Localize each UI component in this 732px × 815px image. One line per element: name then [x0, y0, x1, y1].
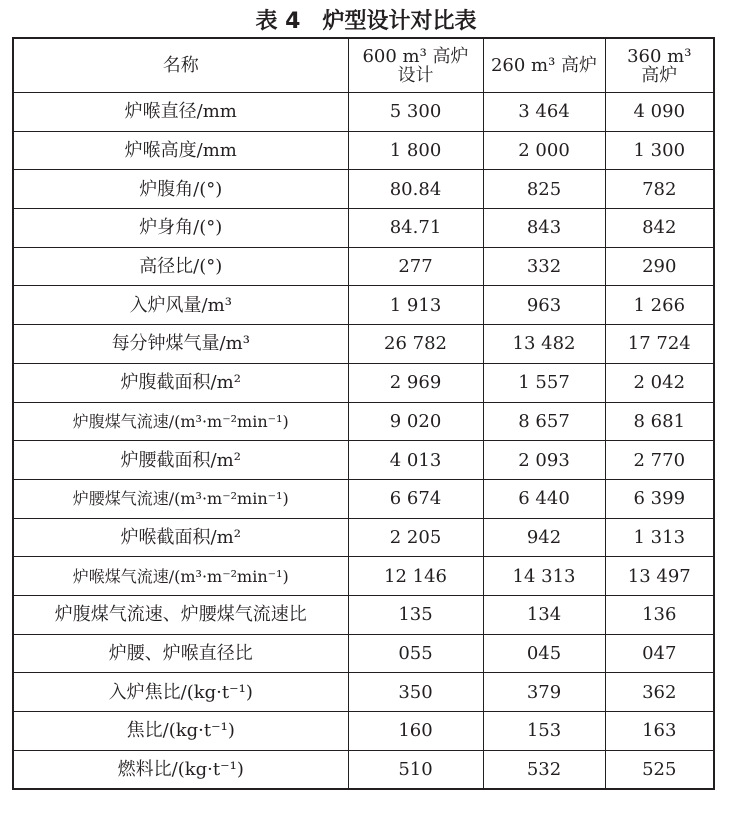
- row-label: 炉身角/(°): [13, 209, 348, 248]
- row-value: 1 266: [605, 286, 714, 325]
- header-260: 260 m³ 高炉: [483, 38, 605, 93]
- row-value: 8 657: [483, 402, 605, 441]
- row-value: 047: [605, 634, 714, 673]
- row-value: 825: [483, 170, 605, 209]
- row-label: 入炉风量/m³: [13, 286, 348, 325]
- table-caption: [0, 4, 732, 35]
- row-value: 160: [348, 712, 483, 751]
- row-value: 1 557: [483, 363, 605, 402]
- row-label: 高径比/(°): [13, 247, 348, 286]
- table-row: [13, 479, 714, 518]
- table-row: [13, 209, 714, 248]
- row-value: 1 800: [348, 131, 483, 170]
- row-label: 焦比/(kg·t⁻¹): [13, 712, 348, 751]
- row-label: 炉喉直径/mm: [13, 93, 348, 132]
- table-row: [13, 750, 714, 789]
- row-value: 362: [605, 673, 714, 712]
- row-value: 163: [605, 712, 714, 751]
- table-row: [13, 325, 714, 364]
- row-value: 843: [483, 209, 605, 248]
- row-value: 332: [483, 247, 605, 286]
- table-row: [13, 595, 714, 634]
- table-row: [13, 286, 714, 325]
- row-label: 炉腹煤气流速/(m³·m⁻²min⁻¹): [13, 402, 348, 441]
- row-value: 3 464: [483, 93, 605, 132]
- row-value: 13 497: [605, 557, 714, 596]
- table-row: [13, 712, 714, 751]
- row-value: 153: [483, 712, 605, 751]
- row-label: 炉腰煤气流速/(m³·m⁻²min⁻¹): [13, 479, 348, 518]
- row-value: 2 000: [483, 131, 605, 170]
- row-label: 每分钟煤气量/m³: [13, 325, 348, 364]
- row-value: 2 969: [348, 363, 483, 402]
- row-value: 2 770: [605, 441, 714, 480]
- row-value: 842: [605, 209, 714, 248]
- row-value: 26 782: [348, 325, 483, 364]
- row-value: 4 013: [348, 441, 483, 480]
- row-value: 84.71: [348, 209, 483, 248]
- row-value: 277: [348, 247, 483, 286]
- header-row: [13, 38, 714, 93]
- row-value: 4 090: [605, 93, 714, 132]
- row-label: 入炉焦比/(kg·t⁻¹): [13, 673, 348, 712]
- row-value: 2 093: [483, 441, 605, 480]
- row-value: 379: [483, 673, 605, 712]
- table-row: [13, 441, 714, 480]
- row-value: 8 681: [605, 402, 714, 441]
- row-value: 5 300: [348, 93, 483, 132]
- row-value: 6 674: [348, 479, 483, 518]
- table-row: [13, 557, 714, 596]
- row-value: 1 313: [605, 518, 714, 557]
- row-value: 1 913: [348, 286, 483, 325]
- row-value: 350: [348, 673, 483, 712]
- row-value: 17 724: [605, 325, 714, 364]
- row-value: 134: [483, 595, 605, 634]
- row-value: 9 020: [348, 402, 483, 441]
- row-value: 055: [348, 634, 483, 673]
- row-label: 炉腹煤气流速、炉腰煤气流速比: [13, 595, 348, 634]
- table-row: [13, 93, 714, 132]
- row-value: 290: [605, 247, 714, 286]
- table-number: 表 4: [255, 9, 301, 34]
- row-value: 782: [605, 170, 714, 209]
- table-row: [13, 131, 714, 170]
- row-value: 135: [348, 595, 483, 634]
- row-value: 045: [483, 634, 605, 673]
- row-value: 6 399: [605, 479, 714, 518]
- row-value: 942: [483, 518, 605, 557]
- row-value: 13 482: [483, 325, 605, 364]
- header-name: 名称: [13, 38, 348, 93]
- row-value: 6 440: [483, 479, 605, 518]
- row-label: 炉喉截面积/m²: [13, 518, 348, 557]
- row-value: 80.84: [348, 170, 483, 209]
- row-label: 燃料比/(kg·t⁻¹): [13, 750, 348, 789]
- row-label: 炉喉煤气流速/(m³·m⁻²min⁻¹): [13, 557, 348, 596]
- row-value: 1 300: [605, 131, 714, 170]
- table-title: 炉型设计对比表: [322, 9, 477, 34]
- table-row: [13, 247, 714, 286]
- row-value: 532: [483, 750, 605, 789]
- row-value: 136: [605, 595, 714, 634]
- table-row: [13, 673, 714, 712]
- row-label: 炉腹截面积/m²: [13, 363, 348, 402]
- header-600: 600 m³ 高炉 设计: [348, 38, 483, 93]
- row-value: 963: [483, 286, 605, 325]
- table-row: [13, 634, 714, 673]
- row-label: 炉腰截面积/m²: [13, 441, 348, 480]
- table-row: [13, 402, 714, 441]
- row-value: 2 042: [605, 363, 714, 402]
- row-value: 12 146: [348, 557, 483, 596]
- comparison-table: [12, 37, 715, 790]
- table-row: [13, 518, 714, 557]
- row-label: 炉腹角/(°): [13, 170, 348, 209]
- row-value: 14 313: [483, 557, 605, 596]
- row-value: 510: [348, 750, 483, 789]
- row-value: 2 205: [348, 518, 483, 557]
- row-label: 炉喉高度/mm: [13, 131, 348, 170]
- row-value: 525: [605, 750, 714, 789]
- table-row: [13, 363, 714, 402]
- header-360: 360 m³ 高炉: [605, 38, 714, 93]
- table-row: [13, 170, 714, 209]
- row-label: 炉腰、炉喉直径比: [13, 634, 348, 673]
